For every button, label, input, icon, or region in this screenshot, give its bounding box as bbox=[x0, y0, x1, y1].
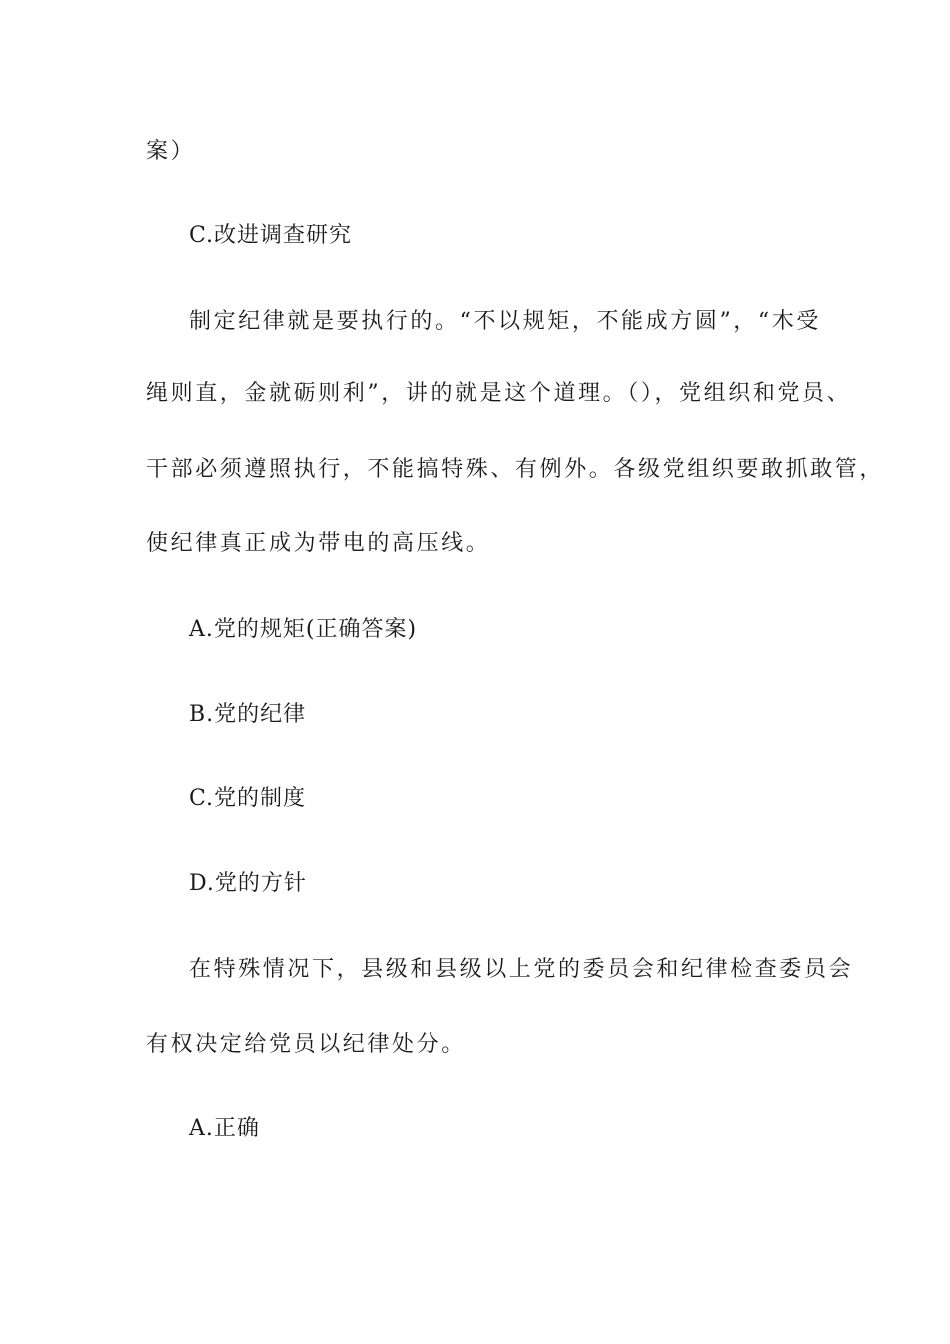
option-c-text: C.党的制度 bbox=[189, 786, 307, 811]
option-a-text: A.党的规矩(正确答案) bbox=[189, 617, 418, 642]
question-paragraph-line: 在特殊情况下，县级和县级以上党的委员会和纪律检查委员会 bbox=[189, 957, 854, 982]
option-b-text: B.党的纪律 bbox=[189, 702, 307, 727]
option-c-text: C.改进调查研究 bbox=[189, 223, 353, 248]
option-d-text: D.党的方针 bbox=[189, 871, 307, 896]
option-a-text: A.正确 bbox=[189, 1116, 260, 1141]
question-paragraph-line: 制定纪律就是要执行的。“不以规矩，不能成方圆”，“木受 bbox=[189, 309, 821, 334]
question-paragraph-line: 干部必须遵照执行，不能搞特殊、有例外。各级党组织要敢抓敢管， bbox=[146, 457, 885, 482]
answer-tail-text: 案） bbox=[146, 139, 196, 164]
question-paragraph-line: 绳则直，金就砺则利”，讲的就是这个道理。（），党组织和党员、 bbox=[146, 381, 852, 406]
question-paragraph-line: 使纪律真正成为带电的高压线。 bbox=[146, 531, 491, 556]
question-paragraph-line: 有权决定给党员以纪律处分。 bbox=[146, 1032, 466, 1057]
